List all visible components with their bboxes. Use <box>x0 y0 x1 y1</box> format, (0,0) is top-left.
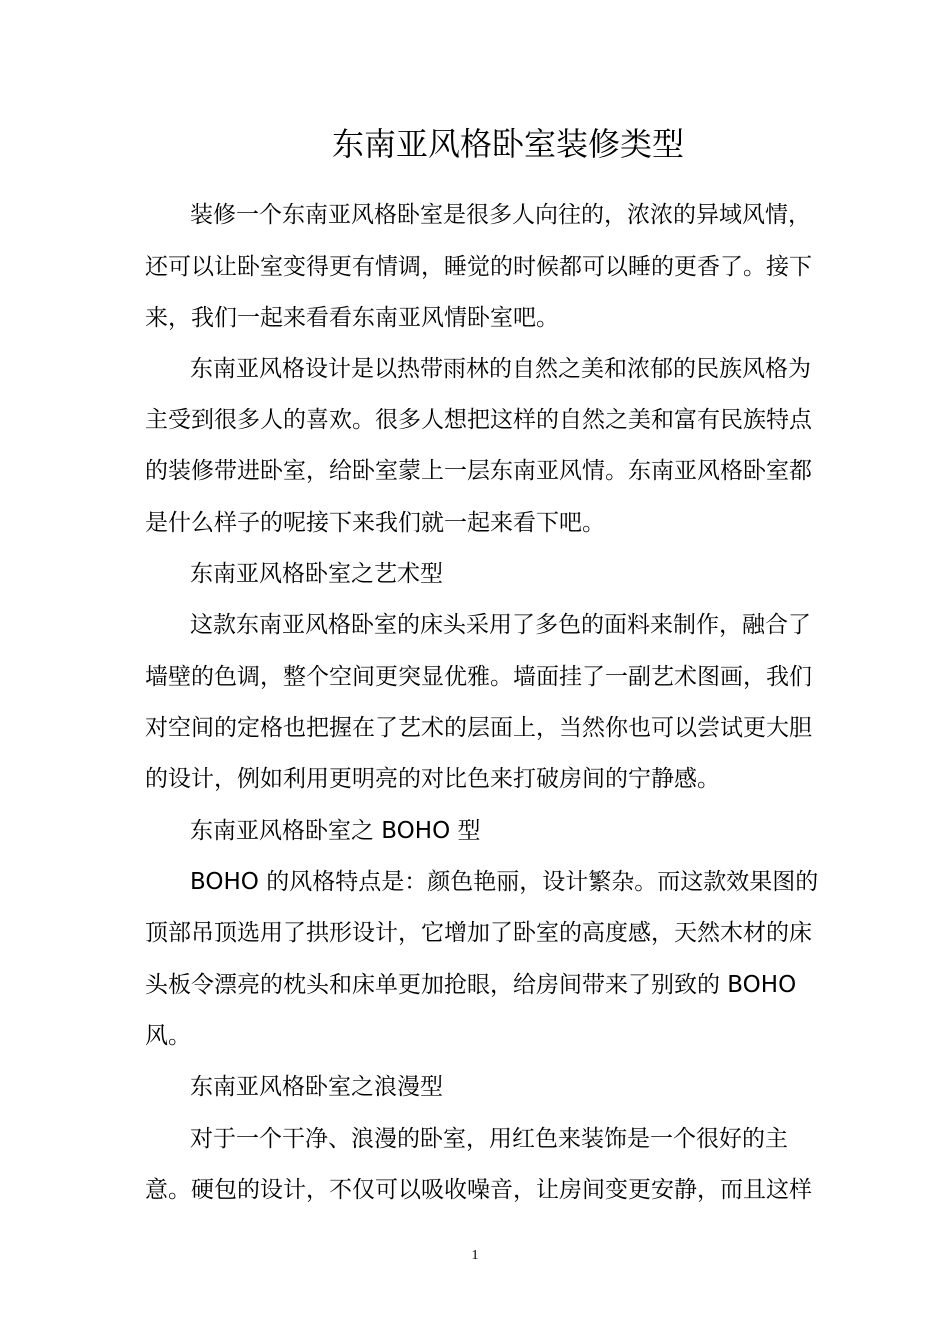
paragraph-line: 墙壁的色调，整个空间更突显优雅。墙面挂了一副艺术图画，我们 <box>145 664 812 690</box>
document-title: 东南亚风格卧室装修类型 <box>331 125 684 163</box>
paragraph-line: 还可以让卧室变得更有情调，睡觉的时候都可以睡的更香了。接下 <box>145 254 812 280</box>
paragraph-line: BOHO 的风格特点是：颜色艳丽，设计繁杂。而这款效果图的 <box>190 869 819 895</box>
page-number: 1 <box>471 1248 479 1263</box>
paragraph-line: 意。硬包的设计，不仅可以吸收噪音，让房间变更安静，而且这样 <box>145 1177 812 1203</box>
paragraph-line: 风。 <box>145 1023 191 1049</box>
paragraph-line: 是什么样子的呢接下来我们就一起来看下吧。 <box>145 510 605 536</box>
paragraph-line: 这款东南亚风格卧室的床头采用了多色的面料来制作，融合了 <box>190 612 811 638</box>
paragraph-line: 东南亚风格设计是以热带雨林的自然之美和浓郁的民族风格为 <box>190 356 811 382</box>
paragraph-line: 的装修带进卧室，给卧室蒙上一层东南亚风情。东南亚风格卧室都 <box>145 458 812 484</box>
section-heading-art: 东南亚风格卧室之艺术型 <box>190 561 443 587</box>
section-heading-romantic: 东南亚风格卧室之浪漫型 <box>190 1074 443 1100</box>
paragraph-line: 对空间的定格也把握在了艺术的层面上，当然你也可以尝试更大胆 <box>145 715 812 741</box>
paragraph-line: 主受到很多人的喜欢。很多人想把这样的自然之美和富有民族特点 <box>145 407 812 433</box>
paragraph-line: 装修一个东南亚风格卧室是很多人向往的，浓浓的异域风情， <box>190 202 811 228</box>
paragraph-line: 顶部吊顶选用了拱形设计，它增加了卧室的高度感，天然木材的床 <box>145 920 812 946</box>
paragraph-line: 头板令漂亮的枕头和床单更加抢眼，给房间带来了别致的 BOHO <box>145 972 797 998</box>
paragraph-line: 对于一个干净、浪漫的卧室，用红色来装饰是一个很好的主 <box>190 1126 788 1152</box>
paragraph-line: 的设计，例如利用更明亮的对比色来打破房间的宁静感。 <box>145 766 720 792</box>
section-heading-boho: 东南亚风格卧室之 BOHO 型 <box>190 818 481 844</box>
paragraph-line: 来，我们一起来看看东南亚风情卧室吧。 <box>145 305 559 331</box>
